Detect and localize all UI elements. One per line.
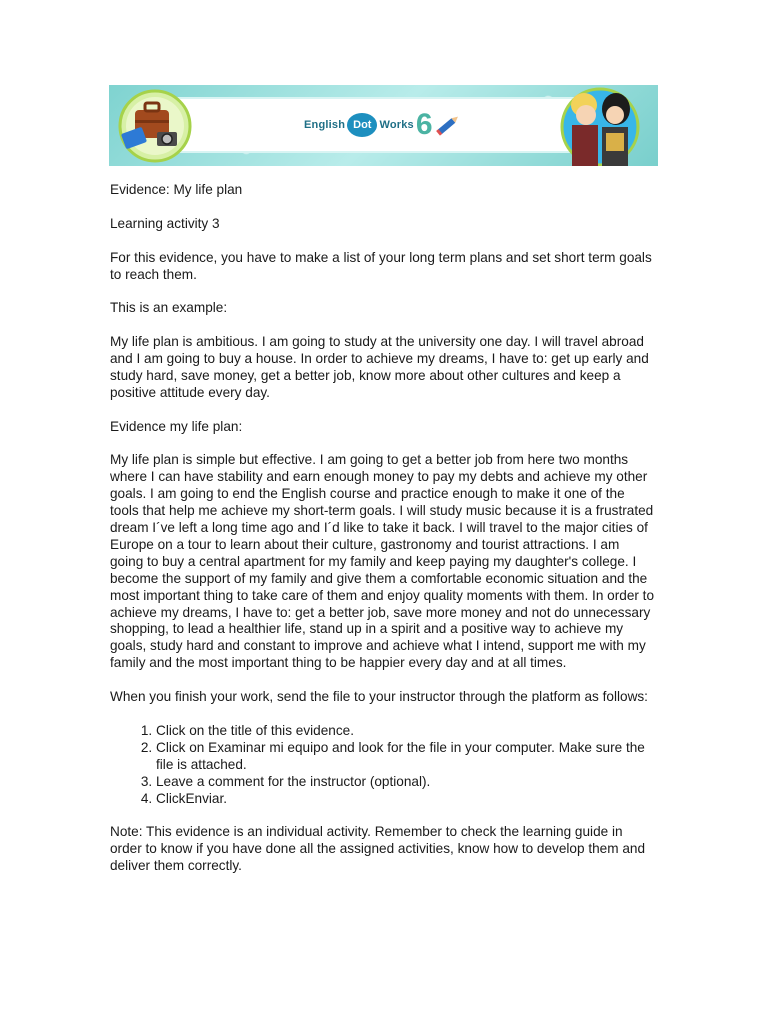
logo-word-english: English — [304, 119, 346, 131]
students-illustration — [548, 85, 656, 166]
list-item: 3. Leave a comment for the instructor (optional). — [156, 774, 655, 791]
logo-word-works: Works — [379, 119, 414, 131]
list-item: 1. Click on the title of this evidence. — [156, 723, 655, 740]
instructions-intro: When you finish your work, send the file to your instructor through the platform as follows: — [110, 689, 648, 705]
document-body — [110, 182, 655, 892]
logo-number: 6 — [415, 108, 433, 141]
evidence-label: Evidence my life plan: — [110, 418, 243, 434]
english-dot-works-logo — [304, 105, 464, 145]
evidence-paragraph: My life plan is simple but effective. I am going to get a better job from here two months where I can have stability and earn enough money to pay my debts and achieve my other goals. I am going to end the English course and practice enough to make it one of the tools that help me achieve my short-term goals. I will study music because it is a frustrated dream I´ve left a long time ago and I´d like to take it back. I will travel to the major cities of Europe on a tour to learn about their culture, gastronomy and tourist attractions. I am going to buy a central apartment for my family and keep paying my daughter's college. I become the support of my family and give them a comfortable economic situation and the most important thing to take care of them and enjoy quality moments with them. In order to achieve my dreams, I have to: get a better job, save more money and not do unnecessary shopping, to lead a healthier life, stand up in a spirit and a positive way to achieve my goals, study hard and constant to improve and achieve what I intend, support me with my family and the most important thing to be happier every day and at all times. — [110, 452, 655, 671]
document-title: Evidence: My life plan — [110, 182, 243, 197]
instruction-steps — [110, 723, 655, 808]
note-paragraph: Note: This evidence is an individual activity. Remember to check the learning guide in order to know if you have done all the assigned activities, know how to develop them and deliver them correctly. — [110, 824, 646, 874]
briefcase-camera-icon — [115, 88, 195, 163]
pencil-icon — [433, 110, 463, 140]
list-item: 2. Click on Examinar mi equipo and look for the file in your computer. Make sure the file is attached. — [156, 740, 655, 774]
logo-dot-bubble: Dot — [347, 113, 377, 137]
header-banner — [109, 85, 658, 166]
example-paragraph: My life plan is ambitious. I am going to study at the university one day. I will travel abroad and I am going to buy a house. In order to achieve my dreams, I have to: get up early and study hard, save money, get a better job, know more about other cultures and keep a positive attitude every day. — [110, 334, 649, 400]
list-item: 4. ClickEnviar. — [156, 791, 655, 808]
intro-paragraph: For this evidence, you have to make a list of your long term plans and set short term goals to reach them. — [110, 249, 652, 282]
example-label: This is an example: — [110, 300, 228, 316]
activity-label: Learning activity 3 — [110, 215, 220, 231]
